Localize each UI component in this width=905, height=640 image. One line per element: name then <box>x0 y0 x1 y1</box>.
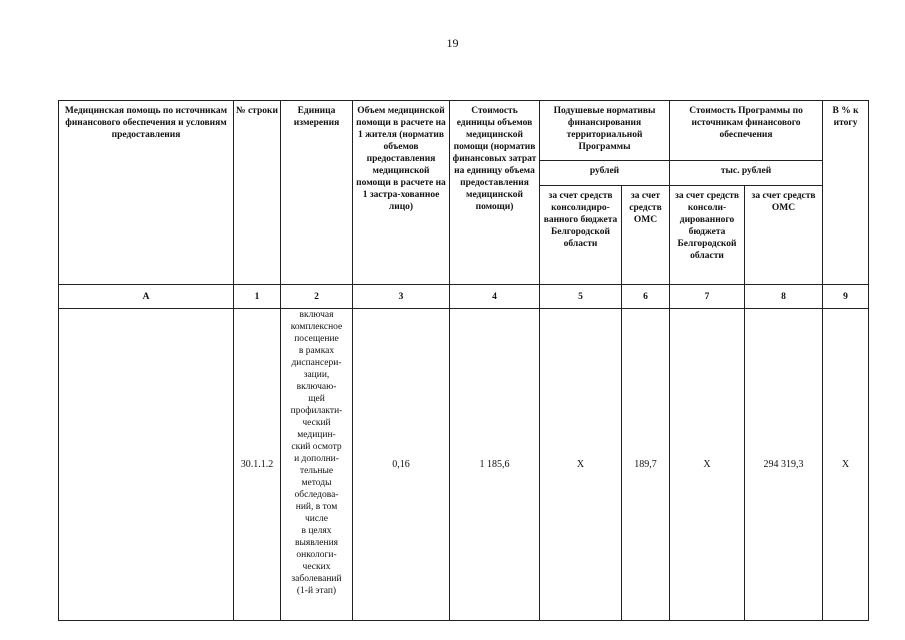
cell-volume: 0,16 <box>353 309 450 621</box>
column-number-8: 8 <box>745 285 823 309</box>
cell-unit-cost: 1 185,6 <box>450 309 540 621</box>
page-number: 19 <box>446 36 459 50</box>
header-program-oms: за счет средств ОМС <box>745 186 823 285</box>
cell-care-type <box>59 309 234 621</box>
header-unit-cost: Стоимость единицы объемов медицинской помощи (норматив финансовых затрат на единицу объема предоставления медицинской помощи) <box>450 101 540 285</box>
header-program-cost-group: Стоимость Программы по источникам финансового обеспечения <box>670 101 823 161</box>
header-percent: В % к итогу <box>823 101 869 285</box>
header-per-capita-oms: за счет средств ОМС <box>622 186 670 285</box>
header-volume: Объем медицинской помощи в расчете на 1 жителя (норматив объемов предоставления медицинской помощи в расчете на 1 застра-хованное лицо) <box>353 101 450 285</box>
table-row <box>59 309 869 621</box>
header-program-cost-unit: тыс. рублей <box>670 161 823 186</box>
column-number-1: 1 <box>234 285 281 309</box>
column-number-3: 3 <box>353 285 450 309</box>
header-per-capita-unit: рублей <box>540 161 670 186</box>
column-number-4: 4 <box>450 285 540 309</box>
column-number-5: 5 <box>540 285 622 309</box>
cell-program-budget: Х <box>670 309 745 621</box>
column-number-a: А <box>59 285 234 309</box>
cell-line-number: 30.1.1.2 <box>234 309 281 621</box>
column-number-7: 7 <box>670 285 745 309</box>
financing-table <box>58 100 869 621</box>
cell-unit-description: включая комплексное посещение в рамках диспансери- зации, включаю- щей профилакти- ческий медицин- ский осмотр и дополни- тельные методы обследова- ний, в том числе в целях выявления онкологи- ческих заболеваний (1-й этап) <box>281 309 353 621</box>
column-number-2: 2 <box>281 285 353 309</box>
header-per-capita-group: Подушевые нормативы финансирования территориальной Программы <box>540 101 670 161</box>
cell-percent: Х <box>823 309 869 621</box>
header-per-capita-budget: за счет средств консолидиро-ванного бюджета Белгородской области <box>540 186 622 285</box>
cell-per-capita-oms: 189,7 <box>622 309 670 621</box>
column-number-6: 6 <box>622 285 670 309</box>
cell-per-capita-budget: Х <box>540 309 622 621</box>
header-unit: Единица измерения <box>281 101 353 285</box>
cell-program-oms: 294 319,3 <box>745 309 823 621</box>
header-care-type: Медицинская помощь по источникам финансового обеспечения и условиям предоставления <box>59 101 234 285</box>
header-line-number: № строки <box>234 101 281 285</box>
column-number-9: 9 <box>823 285 869 309</box>
header-program-budget: за счет средств консоли-дированного бюджета Белгородской области <box>670 186 745 285</box>
